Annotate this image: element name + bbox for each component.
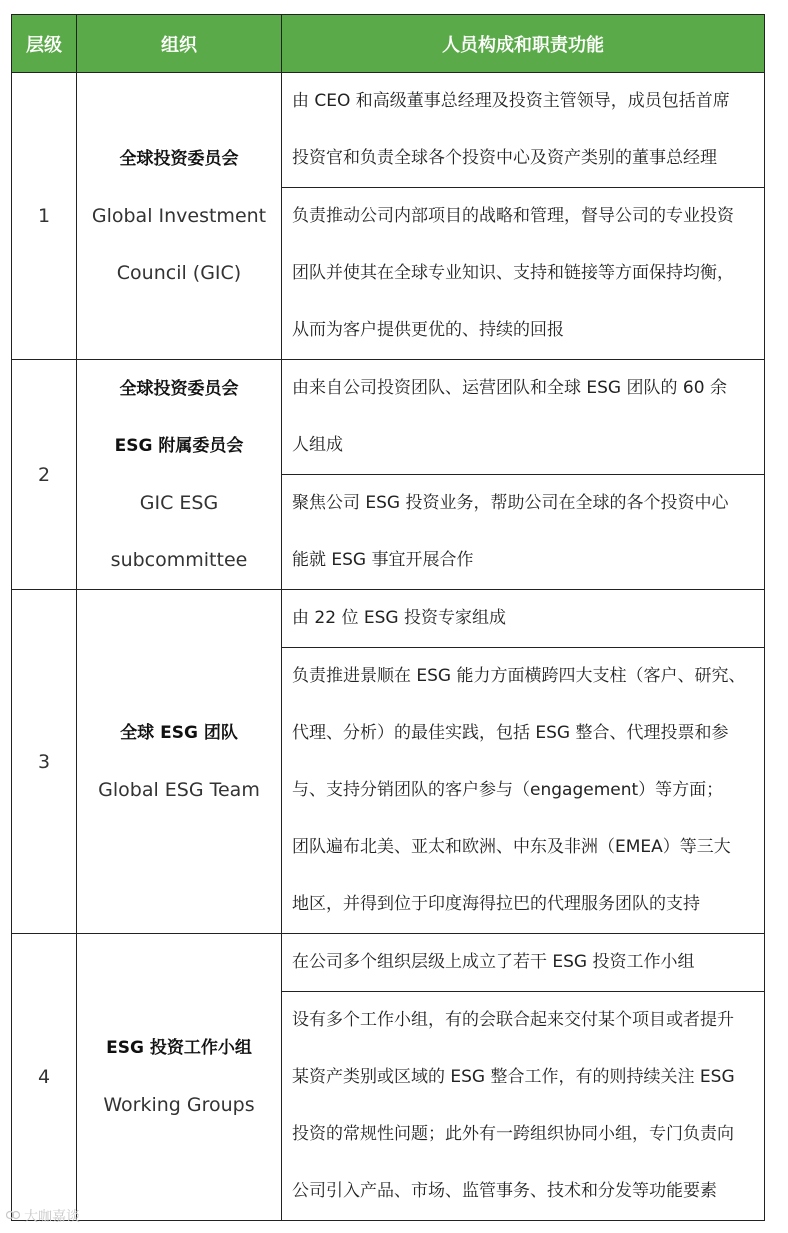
- organization-name-en: subcommittee: [110, 548, 248, 571]
- organization-name-cn: 全球投资委员会: [119, 378, 239, 399]
- description-line: 由 22 位 ESG 投资专家组成: [292, 608, 506, 628]
- description-line: 团队遍布北美、亚太和欧洲、中东及非洲（EMEA）等三大: [292, 837, 731, 857]
- organization-name-en: Council (GIC): [116, 261, 242, 284]
- organization-name-cn: 全球 ESG 团队: [120, 722, 238, 743]
- description-line: 人组成: [292, 435, 343, 455]
- watermark: [6, 1206, 80, 1226]
- organization-cell: [77, 590, 282, 934]
- watermark-text: 大咖嘉谈: [24, 1209, 80, 1225]
- level-cell: 3: [12, 590, 77, 934]
- table-row: [12, 934, 765, 992]
- organization-name-en: Working Groups: [103, 1094, 255, 1116]
- organization-cell: [77, 934, 282, 1221]
- level-cell: 4: [12, 934, 77, 1221]
- description-line: 负责推动公司内部项目的战略和管理，督导公司的专业投资: [292, 206, 734, 226]
- header-composition-functions: 人员构成和职责功能: [282, 15, 765, 73]
- description-line: 能就 ESG 事宜开展合作: [292, 550, 474, 570]
- description-cell: [282, 934, 765, 992]
- table-row: [12, 73, 765, 188]
- description-line: 团队并使其在全球专业知识、支持和链接等方面保持均衡，: [292, 263, 734, 283]
- description-line: 在公司多个组织层级上成立了若干 ESG 投资工作小组: [292, 952, 695, 972]
- level-cell: 2: [12, 360, 77, 590]
- circle-logo-svg: [6, 1209, 20, 1221]
- description-cell: [282, 73, 765, 188]
- organization-name-en: Global ESG Team: [98, 778, 260, 801]
- description-cell: [282, 648, 765, 934]
- organization-name-cn: 全球投资委员会: [119, 148, 239, 169]
- level-cell: 1: [12, 73, 77, 360]
- description-cell: [282, 188, 765, 360]
- description-line: 负责推进景顺在 ESG 能力方面横跨四大支柱（客户、研究、: [292, 666, 746, 686]
- organization-name-cn: ESG 附属委员会: [114, 435, 244, 456]
- organization-cell: [77, 73, 282, 360]
- organization-name-en: Global Investment: [91, 204, 267, 227]
- governance-table: [11, 14, 765, 1221]
- circle-logo-icon: [6, 1209, 20, 1224]
- description-cell: [282, 590, 765, 648]
- description-cell: [282, 360, 765, 475]
- table-row: [12, 590, 765, 648]
- description-line: 投资官和负责全球各个投资中心及资产类别的董事总经理: [292, 148, 717, 168]
- description-line: 公司引入产品、市场、监管事务、技术和分发等功能要素: [292, 1181, 717, 1201]
- description-cell: [282, 992, 765, 1221]
- description-line: 代理、分析）的最佳实践，包括 ESG 整合、代理投票和参: [292, 723, 729, 743]
- description-line: 与、支持分销团队的客户参与（engagement）等方面；: [292, 780, 724, 800]
- description-line: 投资的常规性问题；此外有一跨组织协同小组，专门负责向: [292, 1124, 734, 1144]
- description-cell: [282, 475, 765, 590]
- description-line: 聚焦公司 ESG 投资业务，帮助公司在全球的各个投资中心: [292, 493, 729, 513]
- organization-name-cn: ESG 投资工作小组: [106, 1038, 252, 1058]
- description-line: 由 CEO 和高级董事总经理及投资主管领导，成员包括首席: [292, 91, 730, 111]
- description-line: 由来自公司投资团队、运营团队和全球 ESG 团队的 60 余: [292, 378, 727, 398]
- organization-cell: [77, 360, 282, 590]
- header-row: [12, 15, 765, 73]
- description-line: 设有多个工作小组，有的会联合起来交付某个项目或者提升: [292, 1010, 734, 1030]
- header-level: 层级: [12, 15, 77, 73]
- table-body: [12, 73, 765, 1221]
- organization-name-en: GIC ESG: [139, 491, 219, 514]
- table-row: [12, 360, 765, 475]
- header-organization: 组织: [77, 15, 282, 73]
- description-line: 某资产类别或区域的 ESG 整合工作，有的则持续关注 ESG: [292, 1067, 735, 1087]
- description-line: 从而为客户提供更优的、持续的回报: [292, 320, 564, 340]
- description-line: 地区，并得到位于印度海得拉巴的代理服务团队的支持: [292, 894, 700, 914]
